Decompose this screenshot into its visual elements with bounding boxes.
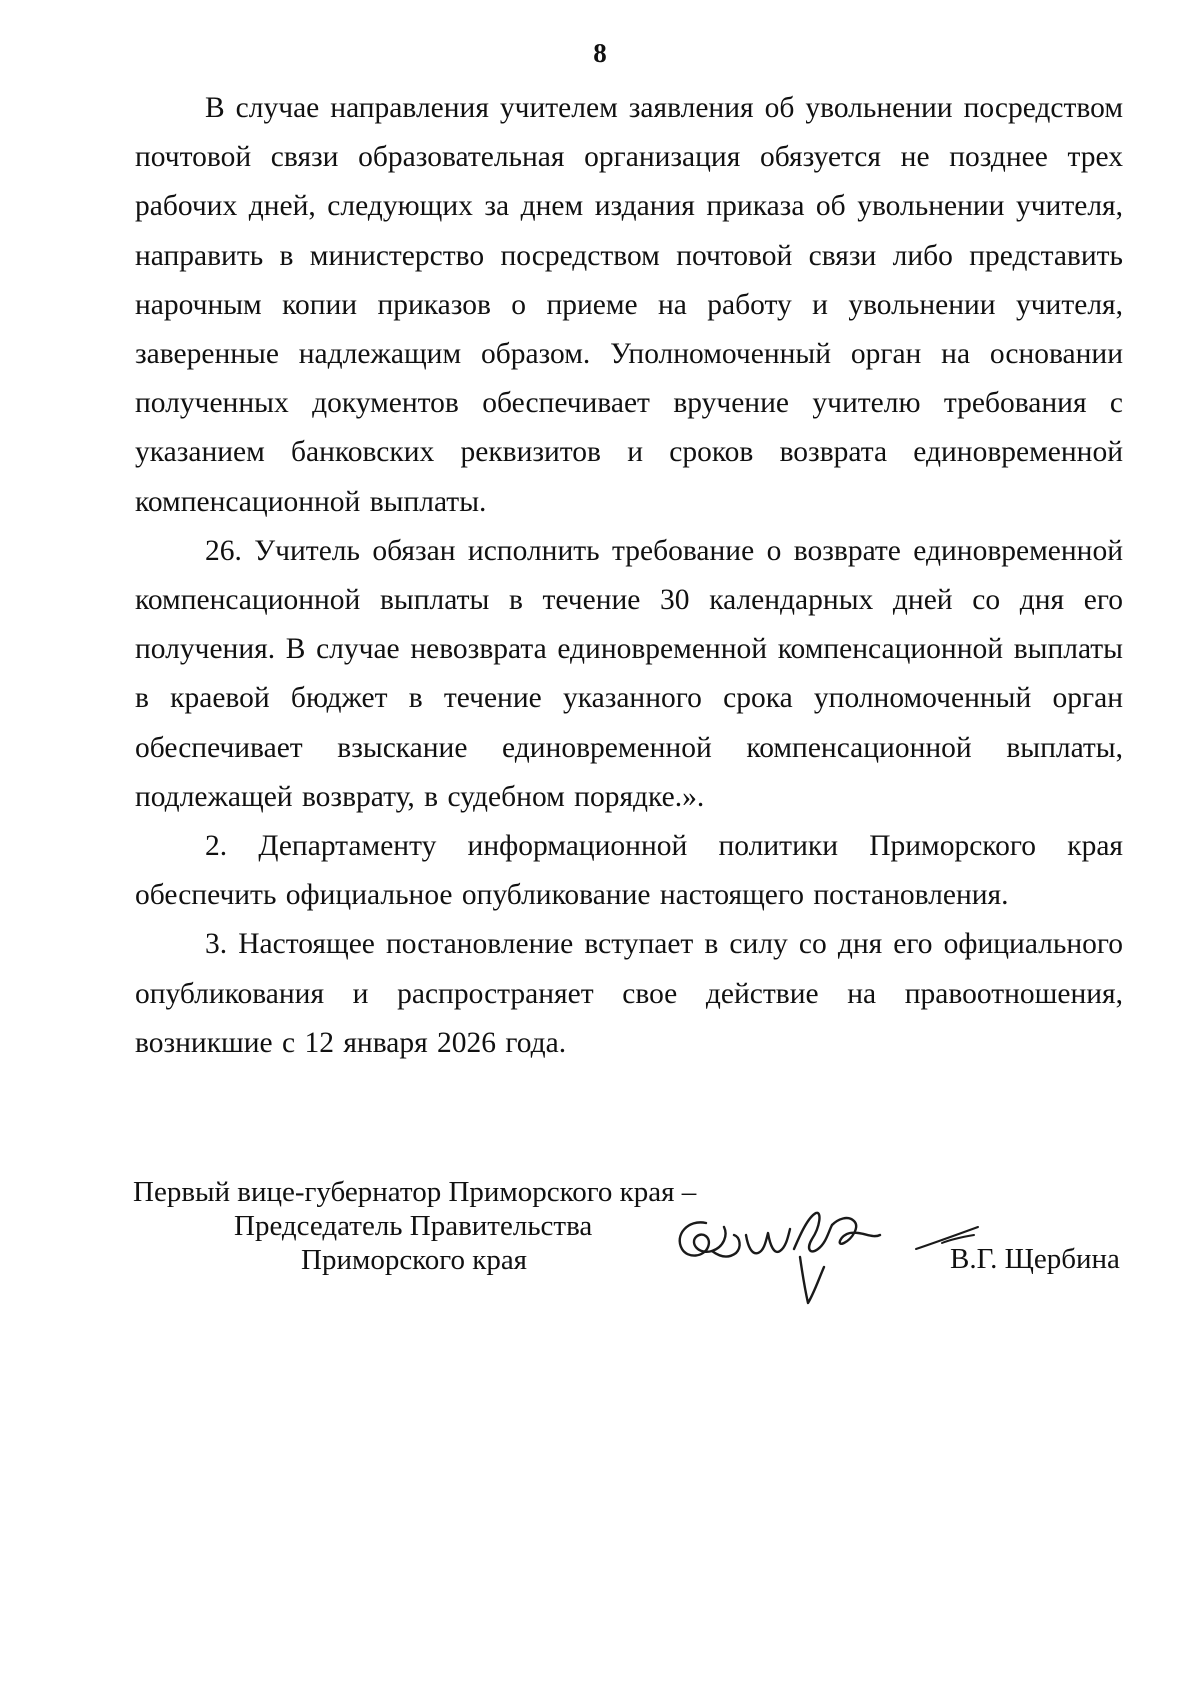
signatory-title-line-3: Приморского края (301, 1244, 528, 1276)
paragraph-3-effective-date: 3. Настоящее постановление вступает в силу со дня его официального опубликования и распространяет свое действие на правоотношения, возникшие с 12 января 2026 года. (135, 928, 1123, 1059)
signatory-title-line-1: Первый вице-губернатор Приморского края – (133, 1176, 697, 1208)
paragraph-dismissal-procedure: В случае направления учителем заявления об увольнении посредством почтовой связи образовательная организация обязуется не позднее трех рабочих дней, следующих за днем издания приказа об увольнении учителя, направить в министерство посредством почтовой связи либо представить нарочным копии приказов о приеме на работу и увольнении учителя, заверенные надлежащим образом. Уполномоченный орган на основании полученных документов обеспечивает вручение учителю требования с указанием банковских реквизитов и сроков возврата единовременной компенсационной выплаты. (135, 92, 1123, 518)
signatory-title (133, 1175, 696, 1277)
page-number: 8 (593, 38, 607, 68)
paragraph-2-publication: 2. Департаменту информационной политики Приморского края обеспечить официальное опубликование настоящего постановления. (135, 830, 1123, 912)
paragraph-26-refund-obligation: 26. Учитель обязан исполнить требование о возврате единовременной компенсационной выплаты в течение 30 календарных дней со дня его получения. В случае невозврата единовременной компенсационной выплаты в краевой бюджет в течение указанного срока уполномоченный орган обеспечивает взыскание единовременной компенсационной выплаты, подлежащей возврату, в судебном порядке.». (135, 534, 1123, 813)
signatory-title-line-2: Председатель Правительства (234, 1210, 593, 1242)
document-body (135, 84, 1123, 1068)
signatory-name: В.Г. Щербина (950, 1243, 1120, 1275)
handwritten-signature (668, 1205, 908, 1315)
